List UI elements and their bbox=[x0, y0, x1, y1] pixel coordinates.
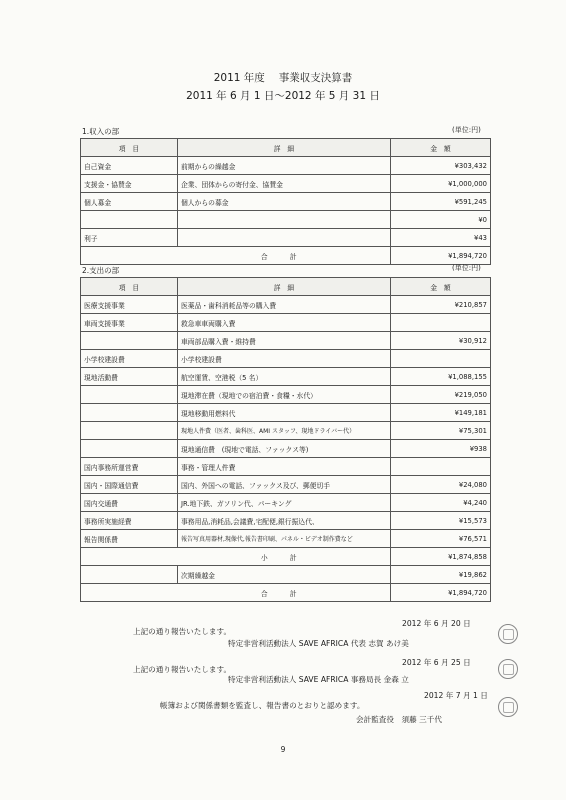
expense-unit: (単位:円) bbox=[452, 264, 481, 272]
row-amount: ¥210,857 bbox=[391, 296, 491, 314]
row-detail bbox=[178, 229, 391, 247]
table-row bbox=[81, 157, 491, 175]
row-item: 国内事務所運営費 bbox=[81, 458, 178, 476]
header-detail: 詳 細 bbox=[178, 278, 391, 296]
row-detail: 個人からの募金 bbox=[178, 193, 391, 211]
header-item: 項 目 bbox=[81, 139, 178, 157]
row-detail: JR.地下鉄、ガソリン代、パーキング bbox=[178, 494, 391, 512]
row-detail: 事務・管理人件費 bbox=[178, 458, 391, 476]
table-row bbox=[81, 440, 491, 458]
header-amount: 金 額 bbox=[391, 139, 491, 157]
row-amount: ¥149,181 bbox=[391, 404, 491, 422]
row-detail: 小学校建設費 bbox=[178, 350, 391, 368]
income-total-label: 合 計 bbox=[178, 247, 391, 265]
expense-subtotal-row bbox=[81, 548, 491, 566]
row-amount: ¥15,573 bbox=[391, 512, 491, 530]
expense-table bbox=[80, 277, 491, 602]
row-item bbox=[81, 386, 178, 404]
row-item bbox=[81, 404, 178, 422]
row-item: 車両支援事業 bbox=[81, 314, 178, 332]
table-row bbox=[81, 332, 491, 350]
income-header-row bbox=[81, 139, 491, 157]
table-row bbox=[81, 476, 491, 494]
row-item: 国内・国際通信費 bbox=[81, 476, 178, 494]
row-amount: ¥75,301 bbox=[391, 422, 491, 440]
row-detail: 現地人件費（医者、歯科医、AMI スタッフ、現地ドライバー代） bbox=[178, 422, 391, 440]
audit-date: 2012 年 7 月 1 日 bbox=[424, 691, 488, 700]
seal-stamp-icon bbox=[498, 659, 518, 679]
row-amount: ¥303,432 bbox=[391, 157, 491, 175]
row-amount: ¥219,050 bbox=[391, 386, 491, 404]
table-row bbox=[81, 368, 491, 386]
expense-section-title: 2.支出の部 bbox=[82, 266, 120, 275]
row-item: 自己資金 bbox=[81, 157, 178, 175]
expense-total-label: 合 計 bbox=[178, 584, 391, 602]
audit-statement: 帳簿および関係書類を監査し、報告書のとおりと認めます。 bbox=[160, 701, 365, 710]
row-amount: ¥76,571 bbox=[391, 530, 491, 548]
row-amount: ¥43 bbox=[391, 229, 491, 247]
row-amount: ¥0 bbox=[391, 211, 491, 229]
row-detail: 救急車車両購入費 bbox=[178, 314, 391, 332]
table-row bbox=[81, 211, 491, 229]
carry-forward-amount: ¥19,862 bbox=[391, 566, 491, 584]
table-row bbox=[81, 350, 491, 368]
row-detail: 報告写真用器材,現像代,報告書印刷、パネル・ビデオ制作費など bbox=[178, 530, 391, 548]
row-item bbox=[81, 332, 178, 350]
row-item: 小学校建設費 bbox=[81, 350, 178, 368]
header-amount: 金 額 bbox=[391, 278, 491, 296]
row-item: 報告関係費 bbox=[81, 530, 178, 548]
document-title bbox=[0, 70, 566, 85]
row-amount: ¥24,080 bbox=[391, 476, 491, 494]
row-detail: 現地滞在費（現地での宿泊費・食糧・水代） bbox=[178, 386, 391, 404]
report-name: 事業収支決算書 bbox=[278, 72, 353, 84]
seal-stamp-icon bbox=[498, 624, 518, 644]
seal-stamp-icon bbox=[498, 697, 518, 717]
row-detail: 国内、外国への電話、ファックス及び、郵便切手 bbox=[178, 476, 391, 494]
row-detail: 前期からの繰越金 bbox=[178, 157, 391, 175]
report-date-2: 2012 年 6 月 25 日 bbox=[402, 658, 471, 667]
row-item: 利子 bbox=[81, 229, 178, 247]
report-date-1: 2012 年 6 月 20 日 bbox=[402, 619, 471, 628]
row-detail: 企業、団体からの寄付金、協賛金 bbox=[178, 175, 391, 193]
table-row bbox=[81, 296, 491, 314]
signer-1: 特定非営利活動法人 SAVE AFRICA 代表 志賀 あけ美 bbox=[228, 639, 409, 648]
expense-subtotal: ¥1,874,858 bbox=[391, 548, 491, 566]
income-total-row bbox=[81, 247, 491, 265]
table-row bbox=[81, 229, 491, 247]
income-total: ¥1,894,720 bbox=[391, 247, 491, 265]
table-row bbox=[81, 530, 491, 548]
row-amount: ¥1,000,000 bbox=[391, 175, 491, 193]
expense-header-row bbox=[81, 278, 491, 296]
table-row bbox=[81, 512, 491, 530]
row-amount: ¥938 bbox=[391, 440, 491, 458]
row-detail: 事務用品,消耗品,会議費,宅配便,銀行振込代、 bbox=[178, 512, 391, 530]
table-row bbox=[81, 193, 491, 211]
row-detail bbox=[178, 211, 391, 229]
carry-forward-label: 次期繰越金 bbox=[178, 566, 391, 584]
row-detail: 車両部品購入費・維持費 bbox=[178, 332, 391, 350]
row-amount: ¥591,245 bbox=[391, 193, 491, 211]
row-amount bbox=[391, 314, 491, 332]
page-number: 9 bbox=[280, 745, 286, 754]
row-amount bbox=[391, 350, 491, 368]
row-item bbox=[81, 211, 178, 229]
table-row bbox=[81, 458, 491, 476]
report-statement-2: 上記の通り報告いたします。 bbox=[133, 665, 232, 674]
row-item: 医療支援事業 bbox=[81, 296, 178, 314]
header-detail: 詳 細 bbox=[178, 139, 391, 157]
carry-forward-row bbox=[81, 566, 491, 584]
table-row bbox=[81, 422, 491, 440]
row-amount: ¥30,912 bbox=[391, 332, 491, 350]
expense-subtotal-label: 小 計 bbox=[178, 548, 391, 566]
row-amount: ¥1,088,155 bbox=[391, 368, 491, 386]
row-item: 現地活動費 bbox=[81, 368, 178, 386]
table-row bbox=[81, 175, 491, 193]
expense-total: ¥1,894,720 bbox=[391, 584, 491, 602]
row-detail: 現地通信費 (現地で電話、ファックス等) bbox=[178, 440, 391, 458]
signer-2: 特定非営利活動法人 SAVE AFRICA 事務局長 金森 立 bbox=[228, 675, 409, 684]
row-amount bbox=[391, 458, 491, 476]
row-item: 事務所実施経費 bbox=[81, 512, 178, 530]
table-row bbox=[81, 404, 491, 422]
row-item bbox=[81, 422, 178, 440]
row-amount: ¥4,240 bbox=[391, 494, 491, 512]
row-detail: 現地移動用燃料代 bbox=[178, 404, 391, 422]
auditor: 会計監査役 須藤 三千代 bbox=[356, 715, 442, 724]
table-row bbox=[81, 494, 491, 512]
row-item: 個人募金 bbox=[81, 193, 178, 211]
header-item: 項 目 bbox=[81, 278, 178, 296]
income-table bbox=[80, 138, 491, 265]
row-item: 国内交通費 bbox=[81, 494, 178, 512]
fiscal-year: 2011 年度 bbox=[213, 72, 265, 84]
row-item: 支援金・協賛金 bbox=[81, 175, 178, 193]
income-section-title: 1.収入の部 bbox=[82, 127, 120, 136]
income-unit: (単位:円) bbox=[452, 126, 481, 134]
row-detail: 医薬品・歯科消耗品等の購入費 bbox=[178, 296, 391, 314]
table-row bbox=[81, 386, 491, 404]
expense-total-row bbox=[81, 584, 491, 602]
row-detail: 航空運賃、空港税（5 名） bbox=[178, 368, 391, 386]
fiscal-period: 2011 年 6 月 1 日〜2012 年 5 月 31 日 bbox=[186, 90, 380, 102]
row-item bbox=[81, 440, 178, 458]
table-row bbox=[81, 314, 491, 332]
report-statement-1: 上記の通り報告いたします。 bbox=[133, 627, 232, 636]
